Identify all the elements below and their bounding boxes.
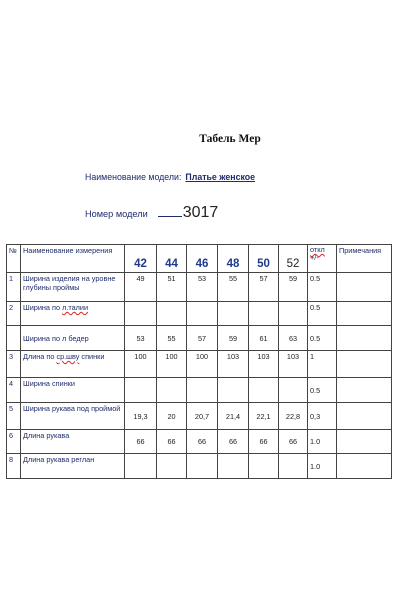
table-row [7,351,392,378]
row-no: 5 [7,403,21,430]
row-name-suffix: спинки [79,352,105,361]
row-no: 6 [7,430,21,454]
row-note [337,351,392,378]
row-value [187,302,218,326]
row-value: 21,4 [218,403,249,430]
row-name: Длина рукава [21,430,125,454]
header-tolerance [308,245,337,273]
row-no: 2 [7,302,21,326]
row-value: 59 [279,273,308,302]
row-value: 63 [279,326,308,351]
row-tolerance: 0.5 [308,326,337,351]
row-value: 66 [279,430,308,454]
row-name-prefix: Длина по [23,352,57,361]
row-value: 53 [187,273,218,302]
header-tolerance-line1: откл [310,245,325,254]
row-tolerance: 0.5 [308,378,337,403]
row-value [249,302,279,326]
row-name-marked: ср.шву [56,352,80,361]
header-size-52: 52 [279,245,308,273]
model-number-label: Номер модели [85,209,148,219]
row-value: 103 [279,351,308,378]
table-row [7,430,392,454]
row-value [279,302,308,326]
row-value: 66 [157,430,187,454]
row-tolerance: 1.0 [308,454,337,479]
row-no: 8 [7,454,21,479]
row-value: 66 [249,430,279,454]
row-value [125,378,157,403]
table-header-row [7,245,392,273]
table-row [7,454,392,479]
header-name: Наименование измерения [21,245,125,273]
row-name: Ширина по л бедер [21,326,125,351]
row-no: 1 [7,273,21,302]
table-row [7,273,392,302]
row-value: 57 [187,326,218,351]
row-no [7,326,21,351]
row-value: 53 [125,326,157,351]
row-value [157,378,187,403]
row-value: 57 [249,273,279,302]
row-tolerance: 0.5 [308,273,337,302]
row-note [337,430,392,454]
document-title: Табель Мер [199,133,261,145]
row-note [337,454,392,479]
row-note [337,302,392,326]
row-value [218,302,249,326]
row-note [337,403,392,430]
model-name-value: Платье женское [185,172,256,182]
header-size-42: 42 [125,245,157,273]
header-size-50: 50 [249,245,279,273]
row-value: 51 [157,273,187,302]
row-value [218,378,249,403]
row-no: 3 [7,351,21,378]
row-note [337,326,392,351]
row-value [279,454,308,479]
header-no: № [7,245,21,273]
row-value [279,378,308,403]
header-notes: Примечания [337,245,392,273]
row-tolerance: 1.0 [308,430,337,454]
row-value: 59 [218,326,249,351]
model-name-label: Наименование модели: [85,172,182,182]
model-name-line [85,172,255,182]
measurement-table [6,244,392,479]
row-value [249,454,279,479]
row-value [187,378,218,403]
header-size-46: 46 [187,245,218,273]
row-value [125,454,157,479]
row-value: 55 [218,273,249,302]
row-name-prefix: Ширина по [23,303,63,312]
row-note [337,378,392,403]
table-row [7,378,392,403]
row-name: Ширина изделия на уровне глубины проймы [21,273,125,302]
row-value: 66 [125,430,157,454]
row-value [157,302,187,326]
row-value: 66 [187,430,218,454]
row-value [125,302,157,326]
row-value: 55 [157,326,187,351]
row-value: 22,8 [279,403,308,430]
row-value: 20 [157,403,187,430]
row-note [337,273,392,302]
row-value: 100 [125,351,157,378]
row-value: 103 [249,351,279,378]
row-value [218,454,249,479]
table-row [7,302,392,326]
row-value: 49 [125,273,157,302]
row-value: 22,1 [249,403,279,430]
row-name [21,351,125,378]
row-value: 100 [187,351,218,378]
row-name: Длина рукава реглан [21,454,125,479]
row-tolerance: 1 [308,351,337,378]
header-tolerance-line2: +/- [310,253,319,263]
row-value [249,378,279,403]
row-tolerance: 0,3 [308,403,337,430]
row-name: Ширина рукава под проймой [21,403,125,430]
row-value: 103 [218,351,249,378]
model-number-underline [158,216,182,217]
header-size-48: 48 [218,245,249,273]
table-row [7,326,392,351]
model-number-value: 3017 [182,204,219,221]
row-value: 20,7 [187,403,218,430]
row-tolerance: 0.5 [308,302,337,326]
row-no: 4 [7,378,21,403]
row-value: 61 [249,326,279,351]
header-size-44: 44 [157,245,187,273]
model-number-line [85,204,218,222]
row-value: 100 [157,351,187,378]
row-value [157,454,187,479]
row-value: 19,3 [125,403,157,430]
row-name: Ширина спинки [21,378,125,403]
row-name-marked: л.талии [62,303,89,312]
row-value [187,454,218,479]
table-row [7,403,392,430]
row-name [21,302,125,326]
row-value: 66 [218,430,249,454]
